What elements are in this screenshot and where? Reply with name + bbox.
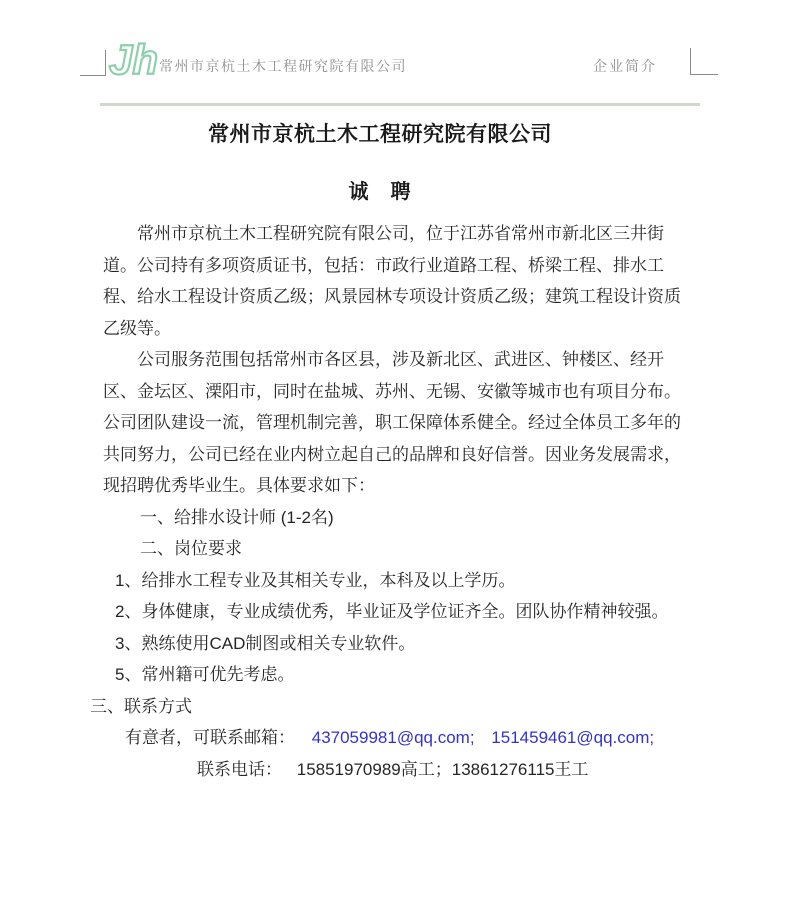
header-divider bbox=[100, 103, 700, 106]
page-title: 常州市京杭土木工程研究院有限公司 bbox=[208, 123, 552, 146]
paragraph-line: 公司团队建设一流，管理机制完善，职工保障体系健全。经过全体员工多年的 bbox=[103, 413, 681, 432]
services-paragraph bbox=[90, 344, 700, 502]
document-body bbox=[90, 218, 700, 785]
email-label: 有意者，可联系邮箱： bbox=[125, 728, 295, 747]
document-page bbox=[0, 32, 799, 924]
company-logo-icon bbox=[106, 30, 160, 86]
paragraph-line: 乙级等。 bbox=[103, 318, 171, 338]
contact-phone-row bbox=[90, 754, 700, 786]
email-link-2[interactable]: 151459461@qq.com; bbox=[491, 728, 655, 747]
page-header bbox=[80, 32, 719, 90]
paragraph-line: 道。公司持有多项资质证书，包括：市政行业道路工程、桥梁工程、排水工 bbox=[103, 255, 664, 275]
page-subtitle: 诚 聘 bbox=[348, 181, 412, 203]
paragraph-line: 常州市京杭土木工程研究院有限公司，位于江苏省常州市新北区三井街 bbox=[137, 224, 664, 243]
phone-label: 联系电话： bbox=[197, 759, 282, 779]
requirement-item: 3、熟练使用CAD制图或相关专业软件。 bbox=[115, 633, 416, 653]
phone-numbers: 15851970989高工；13861276115王工 bbox=[296, 759, 589, 779]
corner-bracket-left-icon bbox=[80, 50, 106, 76]
section-heading-position: 一、给排水设计师 (1-2名) bbox=[140, 507, 334, 527]
header-section-label: 企业简介 bbox=[593, 58, 657, 74]
section-heading-requirements: 二、岗位要求 bbox=[140, 539, 242, 558]
email-link-1[interactable]: 437059981@qq.com; bbox=[311, 728, 475, 747]
header-company-name: 常州市京杭土木工程研究院有限公司 bbox=[159, 58, 407, 74]
paragraph-line: 公司服务范围包括常州市各区县，涉及新北区、武进区、钟楼区、经开 bbox=[137, 350, 664, 369]
corner-bracket-right-icon bbox=[690, 48, 718, 75]
intro-paragraph bbox=[90, 218, 700, 344]
requirement-item: 1、给排水工程专业及其相关专业，本科及以上学历。 bbox=[115, 570, 516, 590]
paragraph-line: 现招聘优秀毕业生。具体要求如下： bbox=[103, 476, 375, 495]
requirement-item: 5、常州籍可优先考虑。 bbox=[115, 665, 295, 684]
requirement-item: 2、身体健康，专业成绩优秀，毕业证及学位证齐全。团队协作精神较强。 bbox=[115, 602, 669, 621]
section-heading-contact: 三、联系方式 bbox=[90, 696, 192, 716]
paragraph-line: 程、给水工程设计资质乙级；风景园林专项设计资质乙级；建筑工程设计资质 bbox=[103, 287, 681, 306]
svg-text:Jh: Jh bbox=[109, 36, 159, 83]
contact-email-row bbox=[90, 722, 700, 754]
requirements-list bbox=[90, 565, 700, 691]
document-headings bbox=[90, 120, 670, 207]
paragraph-line: 区、金坛区、溧阳市，同时在盐城、苏州、无锡、安徽等城市也有项目分布。 bbox=[103, 381, 681, 401]
paragraph-line: 共同努力，公司已经在业内树立起自己的品牌和良好信誉。因业务发展需求， bbox=[103, 444, 681, 464]
